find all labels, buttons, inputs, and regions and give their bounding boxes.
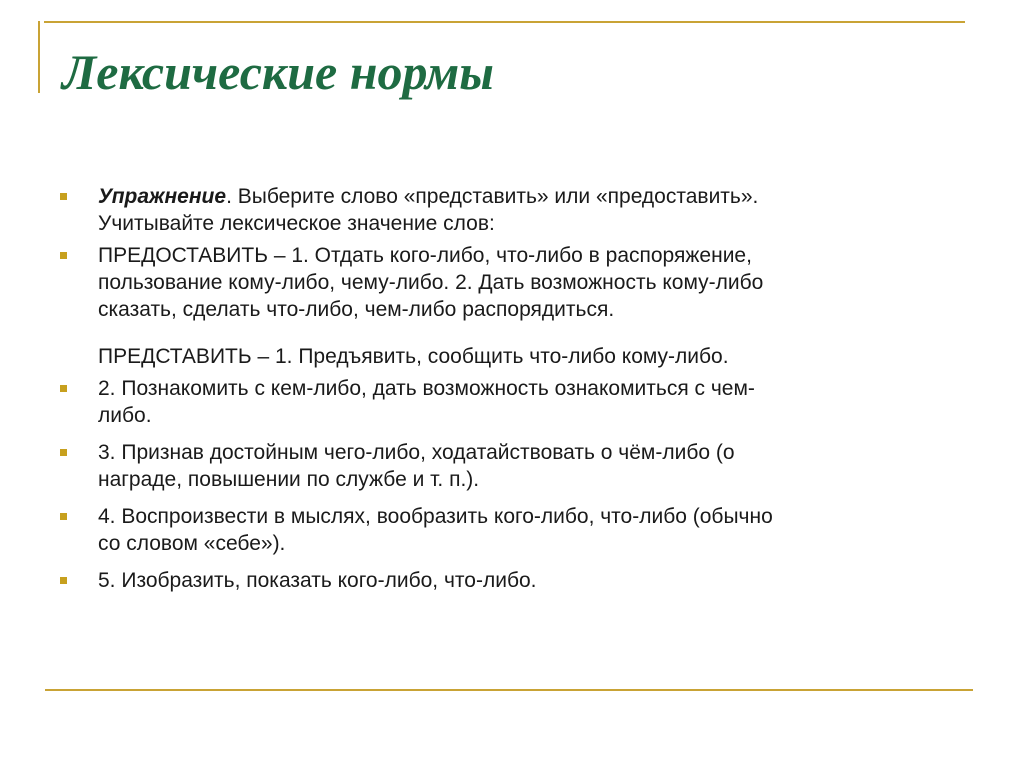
exercise-text: . Выберите слово «представить» или «предоставить». bbox=[226, 185, 759, 208]
predostavit-line-2: пользование кому-либо, чему-либо. 2. Дать возможность кому-либо bbox=[98, 271, 764, 294]
bullet-marker bbox=[60, 577, 67, 584]
list-item-meaning-3 bbox=[52, 439, 952, 493]
meaning-2-line-1: 2. Познакомить с кем-либо, дать возможность ознакомиться с чем- bbox=[98, 377, 755, 400]
list-item-predstavit bbox=[52, 343, 952, 370]
exercise-line-2: Учитывайте лексическое значение слов: bbox=[98, 212, 495, 235]
meaning-2-line-2: либо. bbox=[98, 404, 152, 427]
bullet-marker bbox=[60, 193, 67, 200]
bullet-marker bbox=[60, 252, 67, 259]
predstavit-line-1: ПРЕДСТАВИТЬ – 1. Предъявить, сообщить что-либо кому-либо. bbox=[98, 345, 729, 368]
predostavit-line-3: сказать, сделать что-либо, чем-либо распорядиться. bbox=[98, 298, 615, 321]
exercise-line-1 bbox=[98, 183, 952, 210]
bullet-marker bbox=[60, 449, 67, 456]
frame-left-rule bbox=[38, 21, 40, 93]
frame-top-rule bbox=[44, 21, 965, 23]
slide-title: Лексические нормы bbox=[62, 44, 494, 100]
bullet-marker bbox=[60, 385, 67, 392]
meaning-3-line-1: 3. Признав достойным чего-либо, ходатайствовать о чём-либо (о bbox=[98, 441, 735, 464]
exercise-label: Упражнение bbox=[98, 185, 227, 208]
bullet-marker bbox=[60, 513, 67, 520]
meaning-4-line-2: со словом «себе»). bbox=[98, 532, 286, 555]
slide-body bbox=[52, 183, 952, 594]
meaning-4-line-1: 4. Воспроизвести в мыслях, вообразить кого-либо, что-либо (обычно bbox=[98, 505, 773, 528]
meaning-3-line-2: награде, повышении по службе и т. п.). bbox=[98, 468, 480, 491]
list-item-meaning-4 bbox=[52, 503, 952, 557]
predostavit-line-1: ПРЕДОСТАВИТЬ – 1. Отдать кого-либо, что-либо в распоряжение, bbox=[98, 244, 752, 267]
list-item-exercise bbox=[52, 183, 952, 237]
list-item-meaning-5 bbox=[52, 567, 952, 594]
list-item-predostavit bbox=[52, 242, 952, 323]
list-item-meaning-2 bbox=[52, 375, 952, 429]
frame-bottom-rule bbox=[45, 689, 973, 691]
meaning-5-line-1: 5. Изобразить, показать кого-либо, что-либо. bbox=[98, 569, 537, 592]
